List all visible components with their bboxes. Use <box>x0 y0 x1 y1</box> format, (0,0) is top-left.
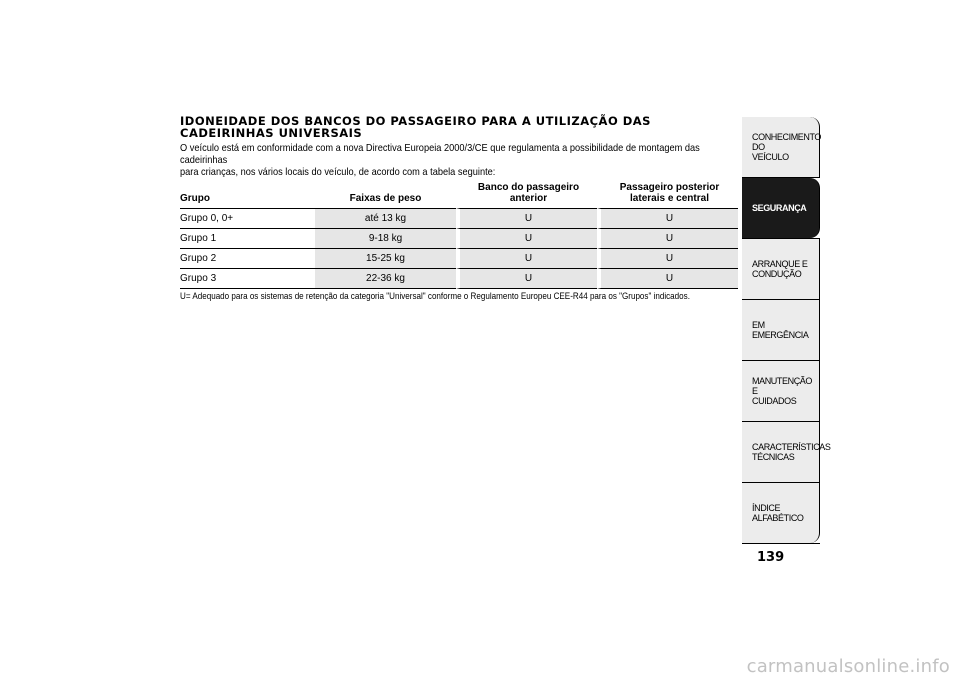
tab-seguranca[interactable]: SEGURANÇA <box>742 178 820 238</box>
header-group: Grupo <box>180 182 315 209</box>
cell-rear-seats: U <box>597 209 738 229</box>
cell-rear-seats: U <box>597 269 738 289</box>
cell-front-seat: U <box>456 229 597 249</box>
heading-line-1: IDONEIDADE DOS BANCOS DO PASSAGEIRO PARA A UTILIZAÇÃO DAS <box>180 114 651 128</box>
watermark: carmanualsonline.info <box>746 656 950 677</box>
header-rear-seats: Passageiro posterior laterais e central <box>597 182 738 209</box>
cell-rear-seats: U <box>597 229 738 249</box>
cell-weight-range: 22-36 kg <box>315 269 456 289</box>
cell-weight-range: 15-25 kg <box>315 249 456 269</box>
intro-line-2: para crianças, nos vários locais do veículo, de acordo com a tabela seguinte: <box>180 166 496 178</box>
tab-indice-alfabetico[interactable]: ÍNDICE ALFABÉTICO <box>742 483 820 543</box>
table-row <box>180 229 738 249</box>
header-front-seat: Banco do passageiro anterior <box>456 182 597 209</box>
heading-line-2: CADEIRINHAS UNIVERSAIS <box>180 126 363 140</box>
table-row <box>180 209 738 229</box>
table-footnote: U= Adequado para os sistemas de retenção da categoria "Universal" conforme o Regulamento Europeu CEE-R44 para os "Grupos" indicados. <box>180 291 690 302</box>
tab-arranque-e-conducao[interactable]: ARRANQUE E CONDUÇÃO <box>742 239 820 299</box>
cell-front-seat: U <box>456 249 597 269</box>
cell-group: Grupo 2 <box>180 249 315 269</box>
intro-line-1: O veículo está em conformidade com a nova Directiva Europeia 2000/3/CE que regulamenta a possibilidade de montagem das cadeirinhas <box>180 142 700 166</box>
cell-front-seat: U <box>456 269 597 289</box>
header-weight-range: Faixas de peso <box>315 182 456 209</box>
page-number: 139 <box>757 550 785 565</box>
cell-rear-seats: U <box>597 249 738 269</box>
tab-caracteristicas-tecnicas[interactable]: CARACTERÍSTICAS TÉCNICAS <box>742 422 820 482</box>
child-seat-table <box>180 182 738 289</box>
chapter-tabs <box>742 117 831 544</box>
tab-em-emergencia[interactable]: EM EMERGÊNCIA <box>742 300 820 360</box>
intro-paragraph <box>180 142 738 178</box>
tab-conhecimento-do-veiculo[interactable]: CONHECIMENTO DO VEÍCULO <box>742 117 820 177</box>
table-row <box>180 269 738 289</box>
cell-group: Grupo 3 <box>180 269 315 289</box>
cell-group: Grupo 0, 0+ <box>180 209 315 229</box>
main-content <box>180 115 738 302</box>
cell-weight-range: 9-18 kg <box>315 229 456 249</box>
cell-group: Grupo 1 <box>180 229 315 249</box>
section-heading <box>180 115 738 139</box>
table-header-row <box>180 182 738 209</box>
table-row <box>180 249 738 269</box>
cell-front-seat: U <box>456 209 597 229</box>
cell-weight-range: até 13 kg <box>315 209 456 229</box>
tab-manutencao-e-cuidados[interactable]: MANUTENÇÃO E CUIDADOS <box>742 361 820 421</box>
